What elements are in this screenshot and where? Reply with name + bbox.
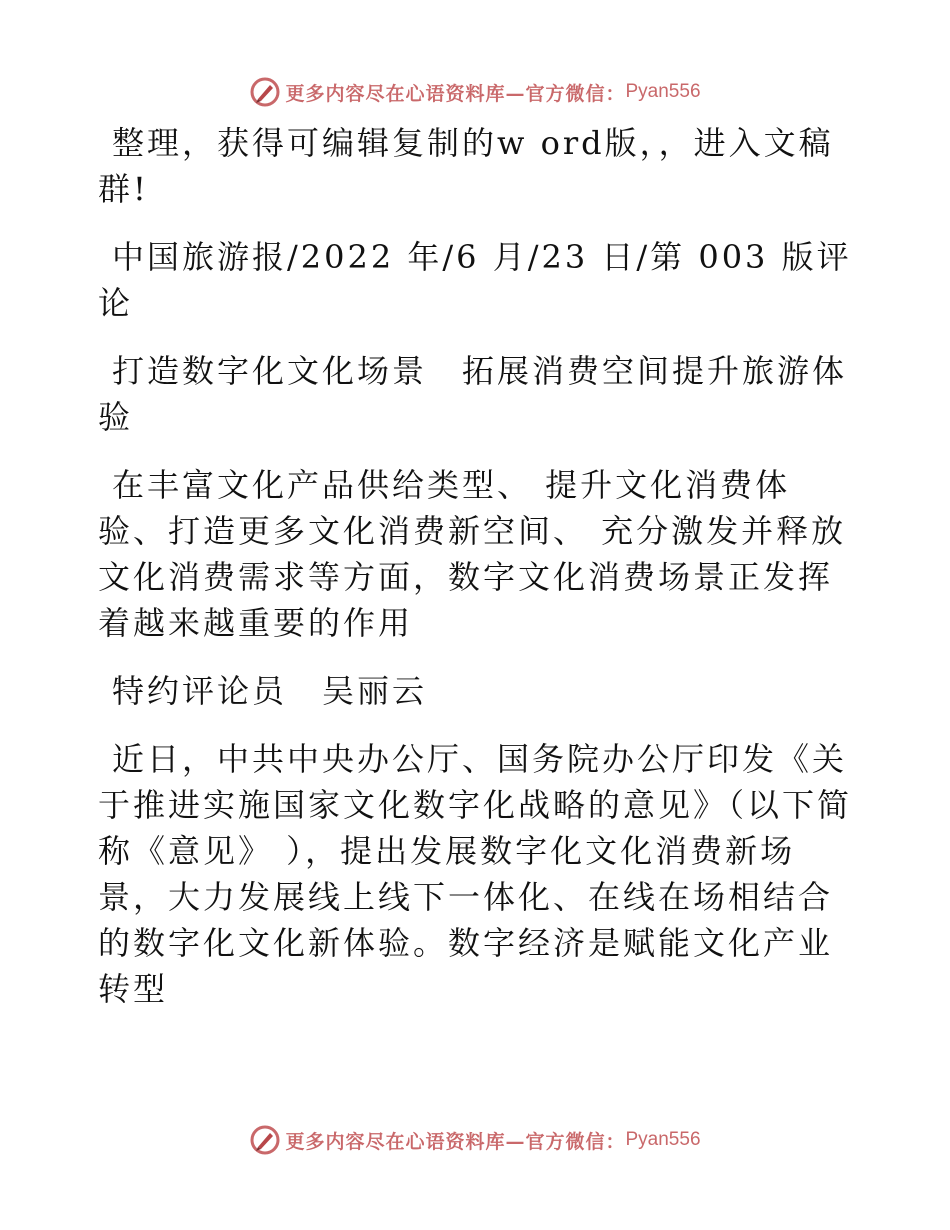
pen-logo-icon	[249, 1124, 281, 1156]
document-body	[98, 120, 854, 1034]
header-watermark	[0, 72, 950, 112]
body-paragraph: 近日，中共中央办公厅、国务院办公厅印发《关于推进实施国家文化数字化战略的意见》（以下简称《意见》 ），提出发展数字化文化消费新场景，大力发展线上线下一体化、在线在场相结合的数字化文化新体验。数字经济是赋能文化产业转型	[98, 740, 853, 1008]
author-line: 特约评论员 吴丽云	[112, 672, 428, 710]
intro-paragraph: 整理，获得可编辑复制的w ord版，，进入文稿群!	[98, 124, 834, 208]
pen-logo-icon	[249, 76, 281, 108]
article-summary: 在丰富文化产品供给类型、 提升文化消费体验、打造更多文化消费新空间、 充分激发并释放文化消费需求等方面，数字文化消费场景正发挥着越来越重要的作用	[98, 466, 847, 642]
article-title: 打造数字化文化场景 拓展消费空间提升旅游体验	[98, 352, 848, 436]
source-line: 中国旅游报/2022 年/6 月/23 日/第 003 版评论	[98, 238, 852, 322]
footer-watermark	[0, 1120, 950, 1160]
watermark-wechat-id: Pyan556	[625, 1129, 701, 1150]
watermark-wechat-id: Pyan556	[625, 81, 701, 102]
watermark-text: 更多内容尽在心语资料库—官方微信：	[285, 82, 626, 105]
watermark-text: 更多内容尽在心语资料库—官方微信：	[285, 1130, 626, 1153]
